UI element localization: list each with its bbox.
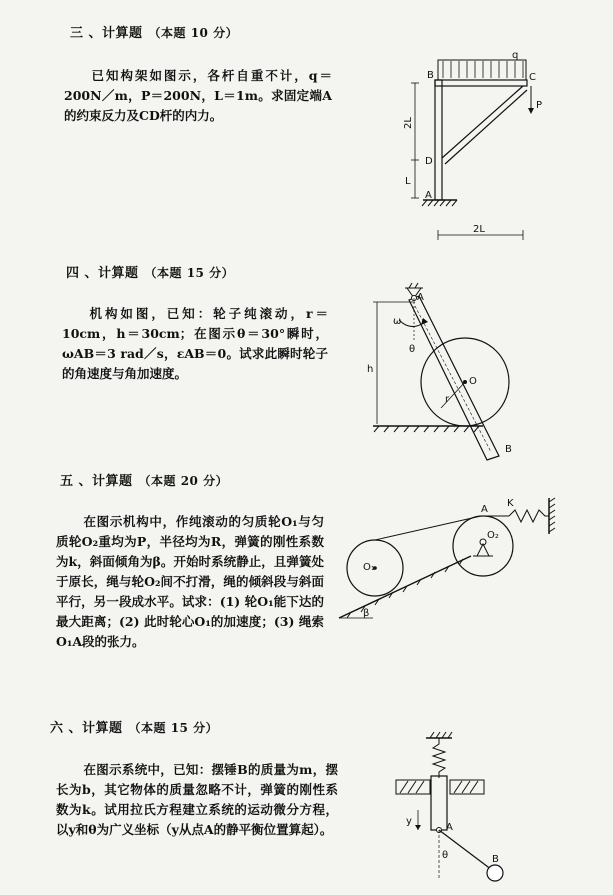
problem-3-text: 已知构架如图示，各杆自重不计，q＝200N／m，P＝200N，L＝1m。求固定端A的约束反力及CD杆的内力。: [64, 68, 332, 123]
problem-6-score: （本题 15 分）: [128, 721, 219, 735]
problem-6-title: 六 、计算题: [50, 721, 123, 736]
label-p: P: [536, 100, 543, 111]
label-a-6: A: [446, 822, 453, 833]
label-d: D: [425, 156, 433, 167]
problem-5-text: 在图示机构中，作纯滚动的匀质轮O₁与匀质轮O₂重均为P，半径均为R，弹簧的刚性系数为k，斜面倾角为β。开始时系统静止，且弹簧处于原长，绳与轮O₂间不打滑，绳的倾斜段与斜面平行，另一段成水平。试求：(1) 轮O₁能下达的最大距离；(2) 此时轮心O₁的加速度；(3) 绳索O₁A段的张力。: [56, 514, 324, 649]
problem-5-title: 五 、计算题: [60, 474, 133, 489]
label-c: C: [529, 72, 536, 83]
label-b: B: [427, 70, 434, 81]
label-k: K: [507, 498, 514, 509]
label-o2: O₂: [487, 530, 499, 541]
problem-4-text: 机构如图，已知：轮子纯滚动，r＝10cm，h＝30cm；在图示θ＝30°瞬时，ωAB＝3 rad／s，εAB＝0。试求此瞬时轮子的角速度与角加速度。: [62, 306, 328, 381]
problem-3-heading: [70, 22, 238, 41]
label-y: y: [406, 816, 412, 827]
label-theta-4: θ: [409, 344, 416, 355]
label-a-4: A: [417, 292, 424, 303]
label-b-6: B: [492, 854, 499, 865]
problem-4-heading: [66, 262, 234, 281]
problem-5-wheels-figure: [335, 490, 575, 635]
label-theta-6: θ: [442, 850, 449, 861]
problem-5-score: （本题 20 分）: [138, 474, 229, 488]
label-omega: ω: [393, 316, 402, 327]
label-r: r: [445, 394, 450, 405]
column-ab: [435, 80, 442, 200]
label-o: O: [469, 376, 477, 387]
problem-6-heading: [50, 717, 218, 736]
problem-4-mechanism-figure: [365, 280, 535, 460]
pendulum-bob: [487, 865, 503, 881]
label-2l-vertical: 2L: [403, 117, 414, 129]
label-q: q: [512, 50, 519, 61]
problem-6-pendulum-figure: [388, 730, 513, 890]
problem-3-title: 三 、计算题: [70, 26, 143, 41]
label-b-4: B: [505, 444, 512, 455]
problem-4-score: （本题 15 分）: [144, 266, 235, 280]
problem-5-heading: [60, 470, 228, 489]
label-2l-horizontal: 2L: [473, 224, 485, 235]
label-h: h: [367, 364, 374, 375]
beam-bc: [435, 80, 527, 86]
load-arrows: [443, 61, 523, 78]
label-a-5: A: [481, 504, 488, 515]
problem-6-text: 在图示系统中，已知：摆锤B的质量为m，摆长为b，其它物体的质量忽略不计，弹簧的刚性系数为k。试用拉氏方程建立系统的运动微分方程，以y和θ为广义坐标（y从点A的静平衡位置算起）。: [56, 762, 338, 837]
label-o1: O₁: [363, 562, 375, 573]
problem-3-score: （本题 10 分）: [148, 26, 239, 40]
problem-4-title: 四 、计算题: [66, 266, 139, 281]
problem-3-frame-figure: [395, 50, 555, 245]
label-beta: β: [363, 608, 370, 619]
slider: [431, 776, 447, 830]
wheel-o2: [453, 516, 513, 576]
label-l-vertical: L: [405, 176, 411, 187]
label-a: A: [425, 190, 432, 201]
